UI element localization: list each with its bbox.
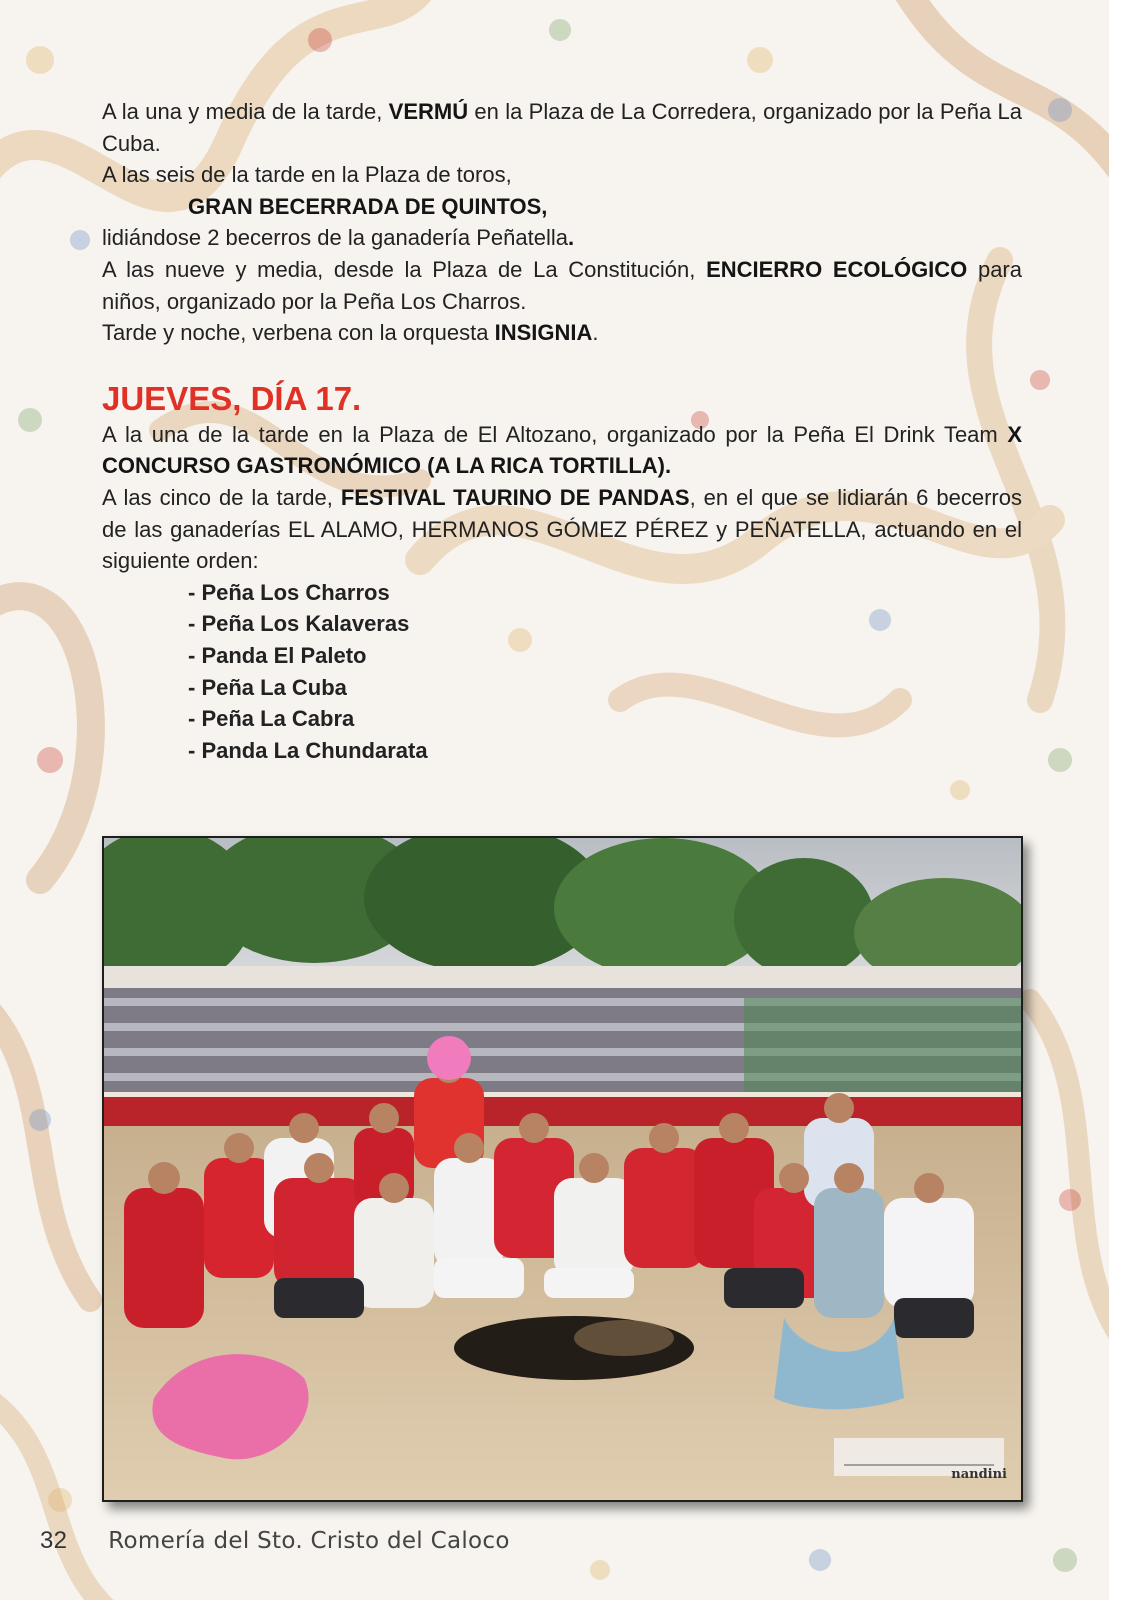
page-number: 32 <box>40 1527 68 1554</box>
paragraph-festival <box>102 482 1022 577</box>
order-list <box>102 577 1022 767</box>
bold-text: ENCIERRO ECOLÓGICO <box>706 256 968 282</box>
list-item: - Peña La Cabra <box>188 706 355 732</box>
paragraph-verbena <box>102 317 1022 349</box>
text: , en el que se lidiarán 6 becerros de las ganaderías EL ALAMO, HERMANOS GÓMEZ PÉREZ y PEÑATELLA, actuando en el siguiente orden: <box>102 484 1022 574</box>
bold-text: X CONCURSO GASTRONÓMICO (A LA RICA TORTILLA). <box>102 421 1022 479</box>
paragraph-vermu <box>102 96 1022 159</box>
text: Tarde y noche, verbena con la orquesta <box>102 320 495 346</box>
publication-title: Romería del Sto. Cristo del Caloco <box>108 1528 510 1554</box>
text: en la Plaza de La Corredera, organizado por la Peña La Cuba. <box>102 99 1022 156</box>
bold-text: GRAN BECERRADA DE QUINTOS, <box>188 193 548 219</box>
list-item: - Peña La Cuba <box>188 674 347 700</box>
section-heading: JUEVES, DÍA 17. <box>102 379 362 417</box>
list-item: - Panda El Paleto <box>188 642 367 668</box>
text: A las cinco de la tarde, <box>102 484 341 510</box>
list-item: - Peña Los Kalaveras <box>188 611 410 637</box>
bullring-photo-illustration <box>104 838 1021 1500</box>
paragraph-becerrada <box>102 191 1022 223</box>
text: A la una de la tarde en la Plaza de El Altozano, organizado por la Peña El Drink Team <box>102 421 1008 447</box>
text: A la una y media de la tarde, <box>102 99 389 124</box>
bold-text: INSIGNIA <box>494 320 593 346</box>
paragraph-concurso <box>102 419 1022 482</box>
bold-text: VERMÚ <box>388 99 469 124</box>
list-item: - Peña Los Charros <box>188 579 390 605</box>
group-photo <box>102 836 1023 1502</box>
paragraph-lidiandose <box>102 222 1022 254</box>
photo-watermark: nandini <box>951 1467 1007 1482</box>
bold-text: FESTIVAL TAURINO DE PANDAS <box>340 484 690 510</box>
paragraph-plaza-toros: A las seis de la tarde en la Plaza de toros, <box>102 162 512 188</box>
page-edge <box>1109 0 1123 1600</box>
bold-text: . <box>568 225 575 251</box>
page-footer <box>40 1527 510 1555</box>
text: lidiándose 2 becerros de la ganadería Peñatella <box>102 225 568 251</box>
text: . <box>592 320 599 346</box>
text: para niños, organizado por la Peña Los Charros. <box>102 256 1022 314</box>
program-text <box>102 96 1022 766</box>
text: A las nueve y media, desde la Plaza de La Constitución, <box>102 256 707 282</box>
paragraph-encierro <box>102 254 1022 317</box>
list-item: - Panda La Chundarata <box>188 737 428 763</box>
